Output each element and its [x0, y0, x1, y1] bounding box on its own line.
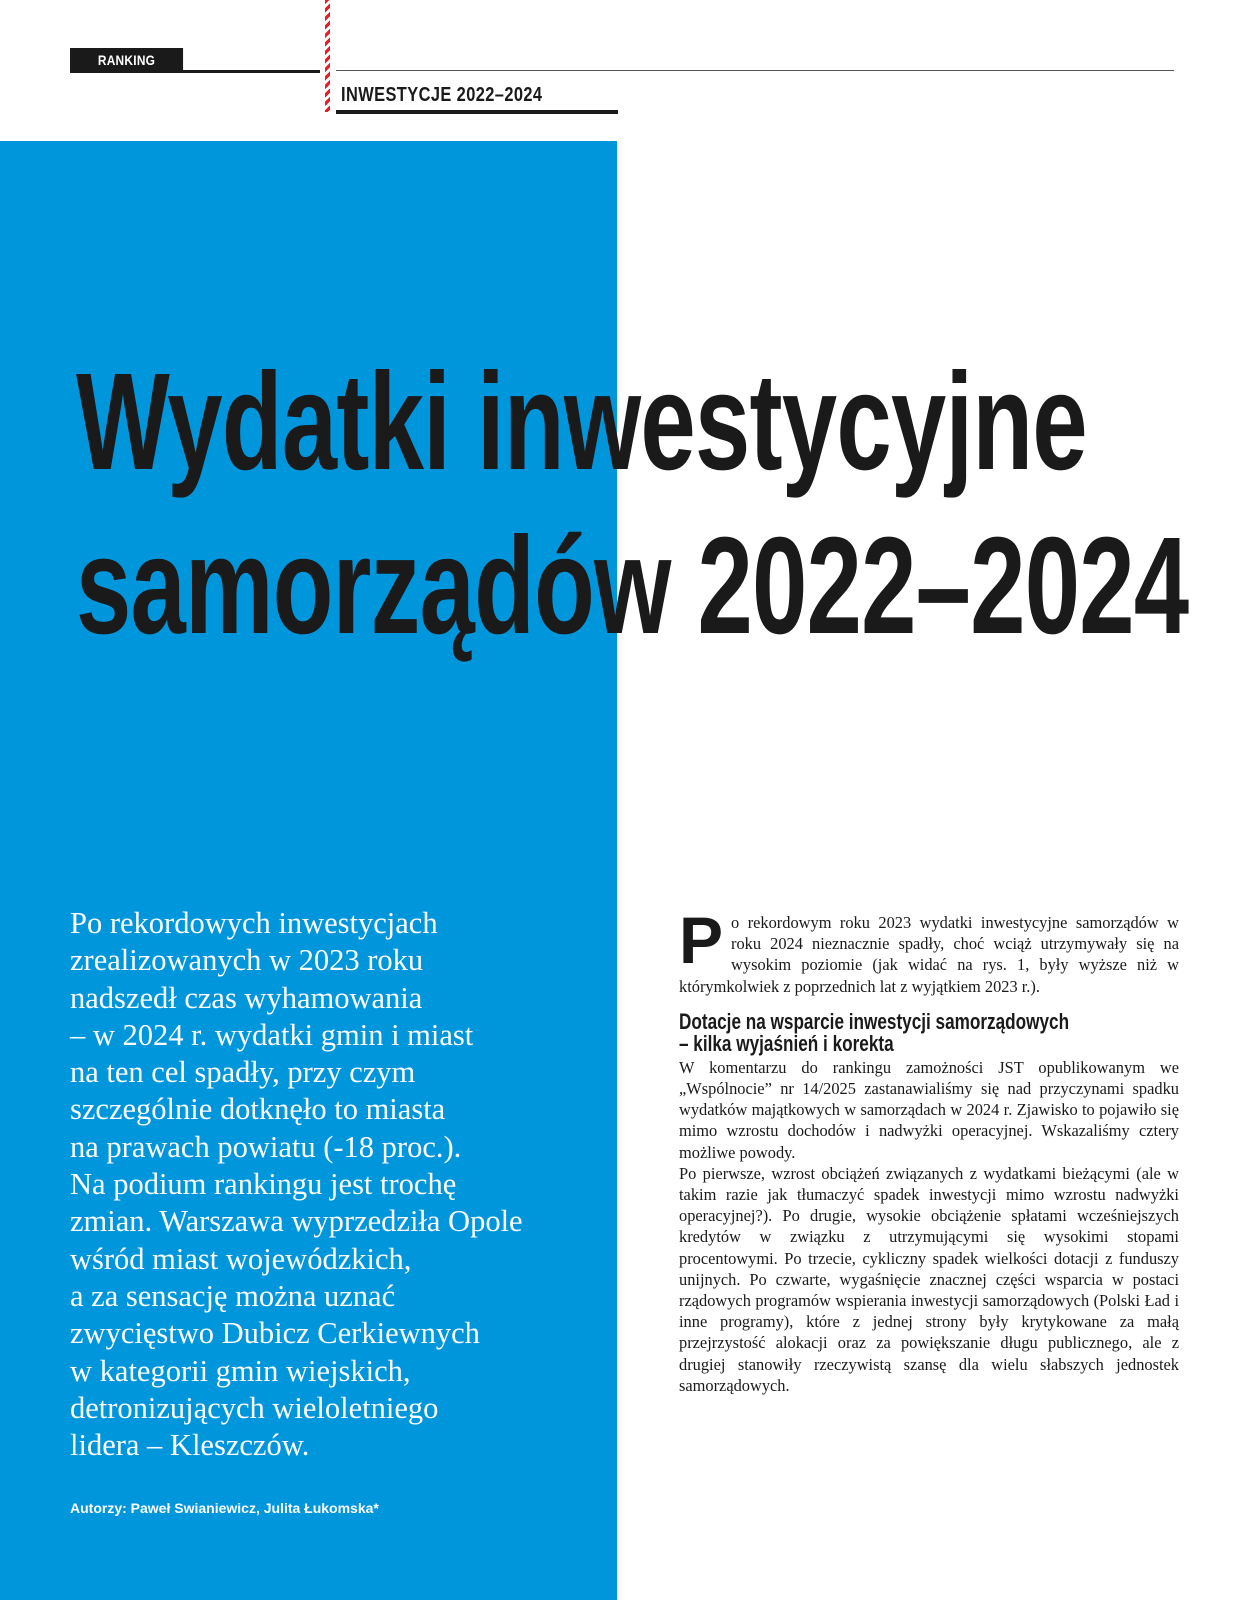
lead-line: lidera – Kleszczów. — [70, 1428, 310, 1463]
lead-line: na ten cel spadły, przy czym — [70, 1055, 416, 1090]
lead-line: Po rekordowych inwestycjach — [70, 906, 438, 940]
tag-underline — [70, 70, 320, 73]
page-title — [76, 340, 1188, 668]
lead-line: Na podium rankingu jest trochę — [70, 1167, 457, 1202]
lead-line: nadszedł czas wyhamowania — [70, 980, 423, 1015]
section-label: INWESTYCJE 2022–2024 — [341, 84, 543, 106]
authors-credit: Autorzy: Paweł Swianiewicz, Julita Łukomska* — [70, 1500, 379, 1516]
lead-line: zrealizowanych w 2023 roku — [70, 943, 424, 978]
drop-cap: P — [679, 903, 724, 977]
header-rule — [336, 70, 1174, 71]
intro-paragraph — [679, 903, 1179, 997]
article-body — [679, 903, 1179, 1396]
lead-line: zwycięstwo Dubicz Cerkiewnych — [70, 1316, 480, 1351]
title-line-1: Wydatki inwestycyjne — [76, 345, 1087, 499]
lead-paragraph — [70, 905, 600, 1464]
subheading-line-2: – kilka wyjaśnień i korekta — [679, 1030, 894, 1056]
lead-line: zmian. Warszawa wyprzedziła Opole — [70, 1204, 523, 1239]
lead-line: a za sensację można uznać — [70, 1278, 396, 1313]
section-underline — [336, 110, 618, 114]
lead-line: w kategorii gmin wiejskich, — [70, 1353, 411, 1388]
lead-line: – w 2024 r. wydatki gmin i miast — [70, 1017, 474, 1052]
lead-line: wśród miast wojewódzkich, — [70, 1241, 412, 1276]
lead-line: detronizujących wieloletniego — [70, 1390, 439, 1425]
lead-line: szczególnie dotknęło to miasta — [70, 1092, 446, 1127]
subheading-line-1: Dotacje na wsparcie inwestycji samorządowych — [679, 1008, 1070, 1034]
lead-line: na prawach powiatu (-18 proc.). — [70, 1129, 462, 1164]
section-tag: RANKING — [70, 48, 183, 72]
article-subheading — [679, 1008, 1070, 1056]
body-paragraph: W komentarzu do rankingu zamożności JST opublikowanym we „Wspólnocie” nr 14/2025 zastanawialiśmy się nad przyczynami spadku wydatków majątkowych w samorządach w 2024 r. Zjawisko to pojawiło się mimo wzrostu dochodów i nadwyżki operacyjnej. Wskazaliśmy cztery możliwe powody. — [679, 1057, 1179, 1162]
body-paragraph: Po pierwsze, wzrost obciążeń związanych z wydatkami bieżącymi (ale w takim razie jak tłumaczyć spadek inwestycji mimo wzrostu nadwyżki operacyjnej?). Po drugie, wysokie obciążenie spłatami wcześniejszych kredytów w związku z utrzymującymi się wysokimi stopami procentowymi. Po trzecie, cykliczny spadek wielkości dotacji z funduszy unijnych. Po czwarte, wygaśnięcie znacznej części wsparcia w postaci rządowych programów wspierania inwestycji samorządowych (Polski Ład i inne programy), które z jednej strony były krytykowane za małą przejrzystość alokacji oraz za powiększanie długu publicznego, ale z drugiej stanowiły rzeczywistą szansę dla wielu słabszych jednostek samorządowych. — [679, 1163, 1179, 1395]
title-line-2: samorządów 2022–2024 — [76, 509, 1189, 663]
red-stripe-divider — [325, 0, 330, 112]
intro-text: o rekordowym roku 2023 wydatki inwestycyjne samorządów w roku 2024 nieznacznie spadły, choć wciąż utrzymywały się na wysokim poziomie (jak widać na rys. 1, były wyższe niż w którymkolwiek z poprzednich lat z wyjątkiem 2023 r.). — [679, 913, 1179, 996]
